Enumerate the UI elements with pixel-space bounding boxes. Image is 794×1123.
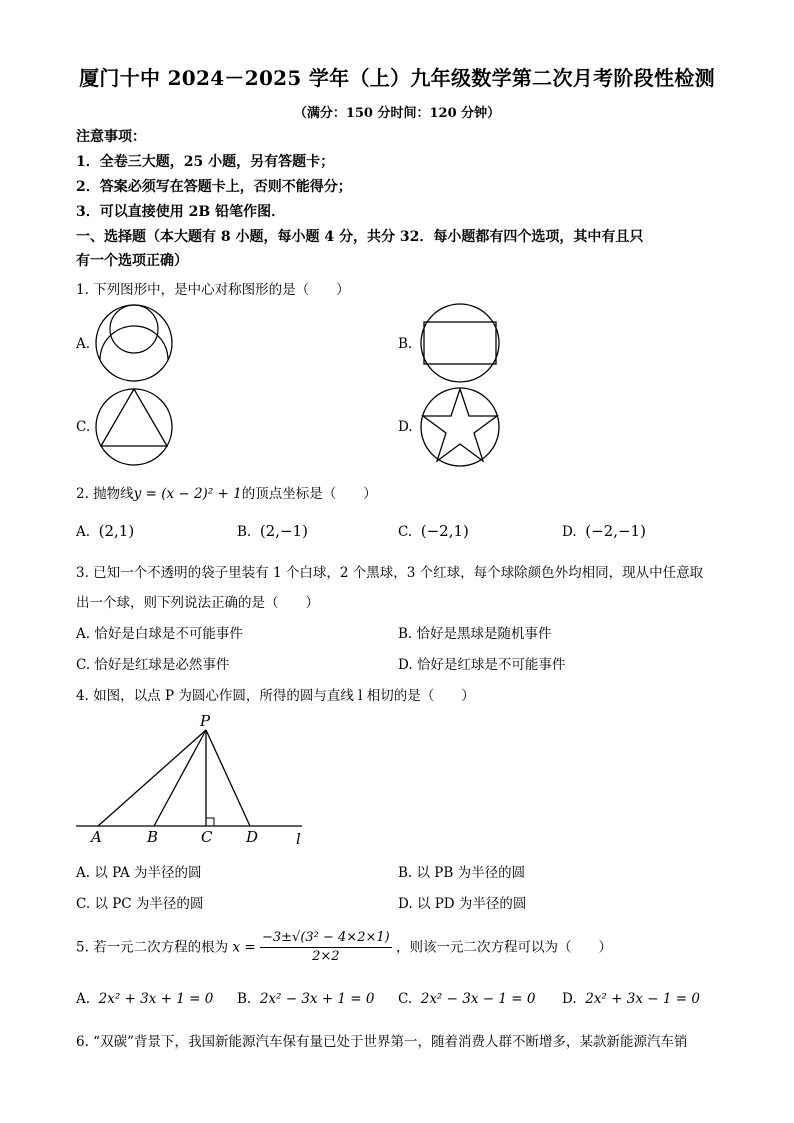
question-4-stem: 4. 如图，以点 P 为圆心作圆，所得的圆与直线 l 相切的是（ ） [76,688,475,704]
notes-heading: 注意事项： [76,129,146,145]
point-b-label: B [147,828,159,846]
q5-numerator: −3±√(3² − 4×2×1) [260,929,392,948]
page-subtitle: （满分：150 分时间：120 分钟） [293,106,501,121]
q1-figure-a-three-arcs [94,302,174,384]
q1-figure-d-star-in-circle [418,386,502,468]
q1-option-a-label: A. [76,336,91,352]
q4-geometry-figure [74,710,314,850]
q5-option-b: B. 2x² − 3x + 1 = 0 [237,991,375,1007]
q5-lhs: x = [232,939,256,956]
note-item: 2．答案必须写在答题卡上，否则不能得分； [76,179,352,195]
q3-option-c: C. 恰好是红球是必然事件 [76,657,230,673]
q2-option-b: B. (2,−1) [237,522,308,540]
q2-stem-prefix: 2. 抛物线 [76,486,134,502]
q5-root-fraction [260,929,392,966]
point-p-label: P [200,712,211,730]
q5-stem-suffix: ，则该一元二次方程可以为（ ） [396,939,613,956]
q4-option-a: A. 以 PA 为半径的圆 [76,865,202,881]
q2-option-d: D. (−2,−1) [562,522,646,540]
page-title: 厦门十中 2024－2025 学年（上）九年级数学第二次月考阶段性检测 [79,66,715,90]
q4-option-d: D. 以 PD 为半径的圆 [398,896,527,912]
q5-option-a: A. 2x² + 3x + 1 = 0 [76,991,214,1007]
question-6-stem: 6. “双碳”背景下，我国新能源汽车保有量已处于世界第一，随着消费人群不断增多，某款新能源汽车销 [76,1034,688,1050]
q3-option-d: D. 恰好是红球是不可能事件 [398,657,566,673]
q2-option-a: A. (2,1) [76,522,135,540]
question-1-stem: 1. 下列图形中，是中心对称图形的是（ ） [76,282,350,298]
segment-pa [98,730,206,826]
q3-option-a: A. 恰好是白球是不可能事件 [76,626,243,642]
point-d-label: D [246,828,259,846]
q2-stem-suffix: 的顶点坐标是（ ） [241,486,377,502]
q3-option-b: B. 恰好是黑球是随机事件 [398,626,552,642]
point-a-label: A [91,828,102,846]
point-c-label: C [201,828,213,846]
q4-option-c: C. 以 PC 为半径的圆 [76,896,204,912]
q1-figure-c-triangle-in-circle [94,386,174,468]
question-3-stem-cont: 出一个球，则下列说法正确的是（ ） [76,595,319,611]
question-3-stem: 3. 已知一个不透明的袋子里装有 1 个白球，2 个黑球，3 个红球，每个球除颜色外均相同，现从中任意取 [76,565,704,581]
q5-option-c: C. 2x² − 3x − 1 = 0 [398,991,536,1007]
q1-option-c-label: C. [76,419,91,435]
note-item: 3．可以直接使用 2B 铅笔作图． [76,204,286,220]
q2-equation: y = (x − 2)² + 1 [133,486,242,502]
q5-option-d: D. 2x² + 3x − 1 = 0 [562,991,700,1007]
question-5-stem [76,929,612,966]
q1-option-b-label: B. [398,336,413,352]
q1-option-d-label: D. [398,419,413,435]
line-l-label: l [296,830,301,848]
right-angle-mark [206,818,214,826]
q5-stem-prefix: 5. 若一元二次方程的根为 [76,939,229,956]
question-2-stem [76,482,377,502]
q5-denominator: 2×2 [312,949,340,964]
q1-figure-b-rectangle-in-circle [418,302,502,384]
section-heading-cont: 有一个选项正确） [76,253,188,269]
note-item: 1．全卷三大题，25 小题，另有答题卡； [76,154,335,170]
segment-pd [206,730,250,826]
segment-pb [154,730,206,826]
q2-option-c: C. (−2,1) [398,522,469,540]
q4-option-b: B. 以 PB 为半径的圆 [398,865,526,881]
section-heading: 一、选择题（本大题有 8 小题，每小题 4 分，共分 32．每小题都有四个选项，其中有且只 [76,229,644,245]
